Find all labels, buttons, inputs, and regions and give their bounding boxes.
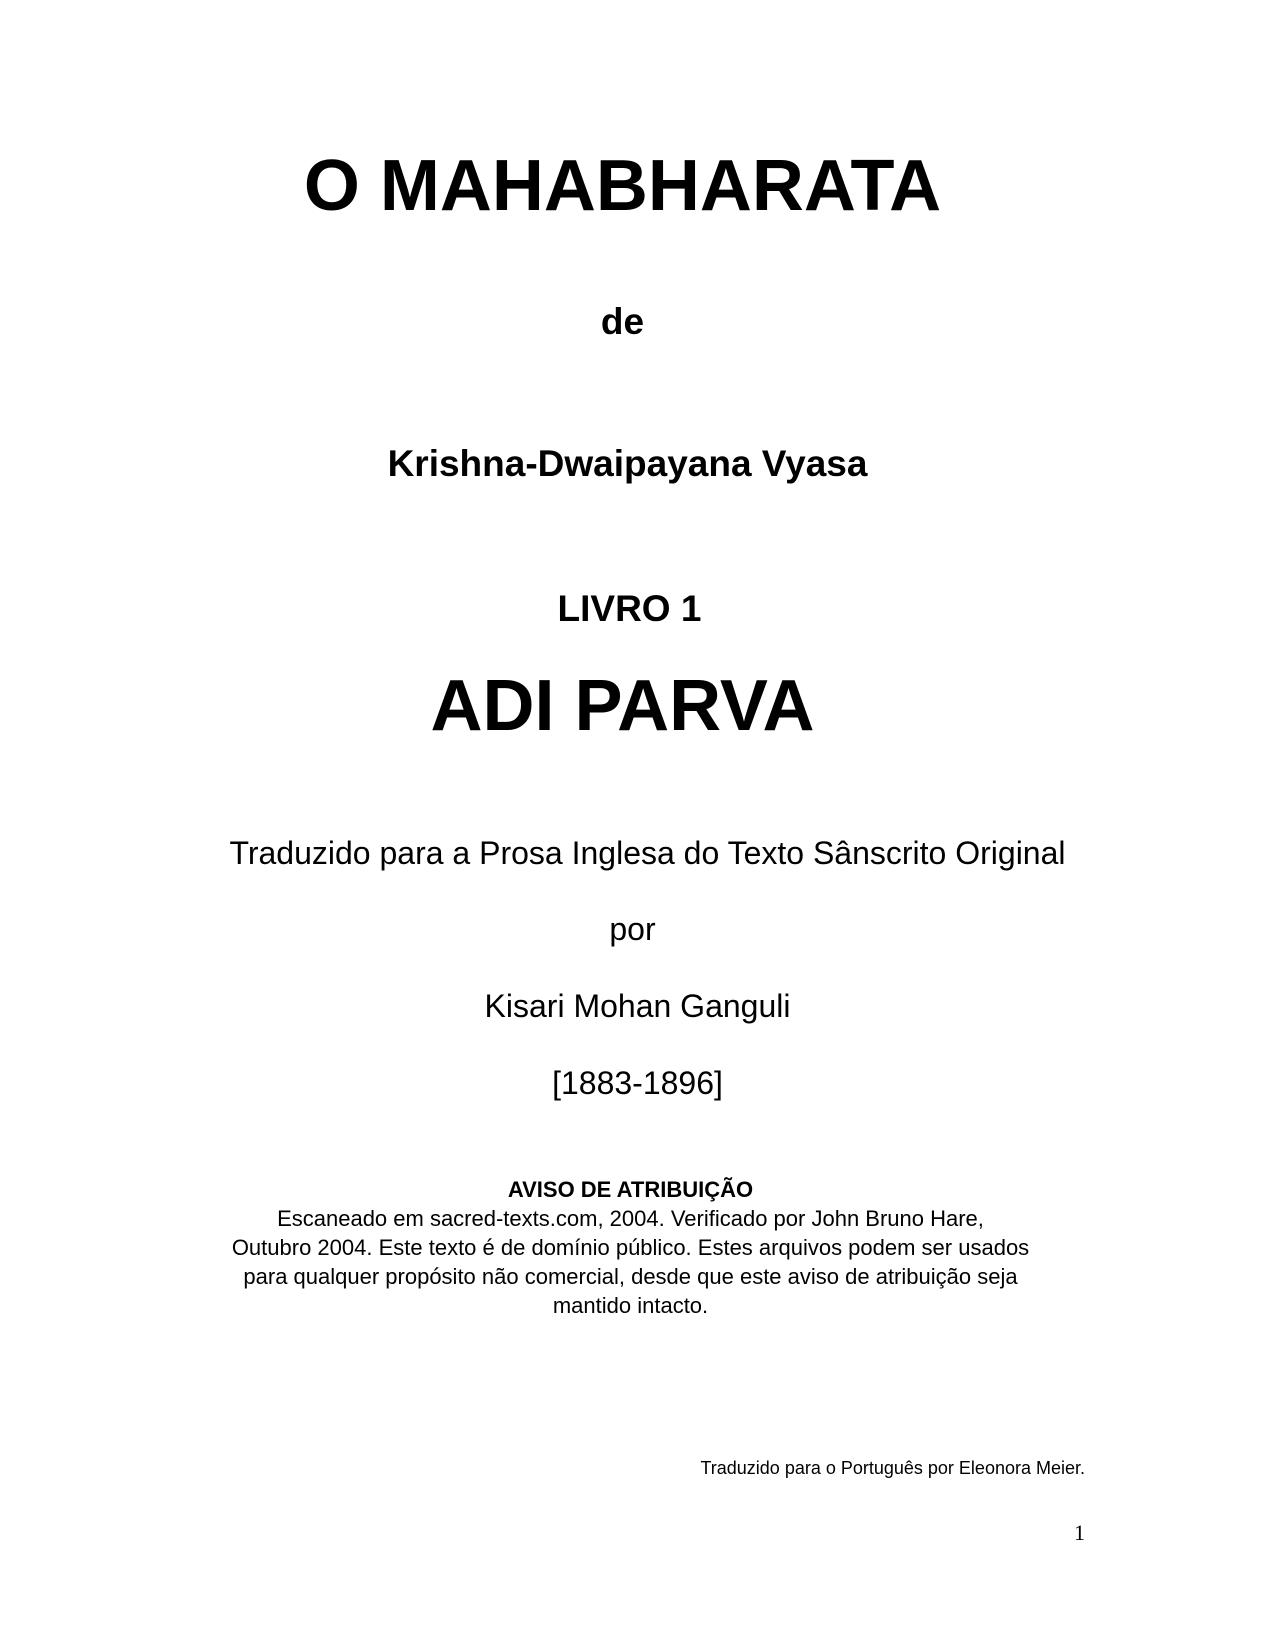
notice-line: mantido intacto. <box>552 1293 709 1318</box>
notice-line: Outubro 2004. Este texto é de domínio público. Estes arquivos podem ser usados <box>231 1235 1030 1260</box>
notice-line: Escaneado em sacred-texts.com, 2004. Verificado por John Bruno Hare, <box>277 1206 984 1231</box>
por-label: por <box>609 911 656 947</box>
notice-line: para qualquer propósito não comercial, desde que este aviso de atribuição seja <box>243 1264 1018 1289</box>
translator-name: Kisari Mohan Ganguli <box>484 988 791 1024</box>
parva-title: ADI PARVA <box>430 666 815 746</box>
by-label: de <box>600 301 645 342</box>
book-number: LIVRO 1 <box>557 588 702 629</box>
publication-years: [1883-1896] <box>552 1065 723 1101</box>
document-title: O MAHABHARATA <box>303 146 942 226</box>
portuguese-translation-credit: Traduzido para o Português por Eleonora Meier. <box>700 1458 1085 1478</box>
notice-heading: AVISO DE ATRIBUIÇÃO <box>507 1177 754 1202</box>
author-name: Krishna-Dwaipayana Vyasa <box>387 443 868 484</box>
page-number: 1 <box>1074 1520 1085 1545</box>
translation-subtitle: Traduzido para a Prosa Inglesa do Texto Sânscrito Original <box>229 835 1066 871</box>
attribution-notice <box>178 1175 1083 1320</box>
